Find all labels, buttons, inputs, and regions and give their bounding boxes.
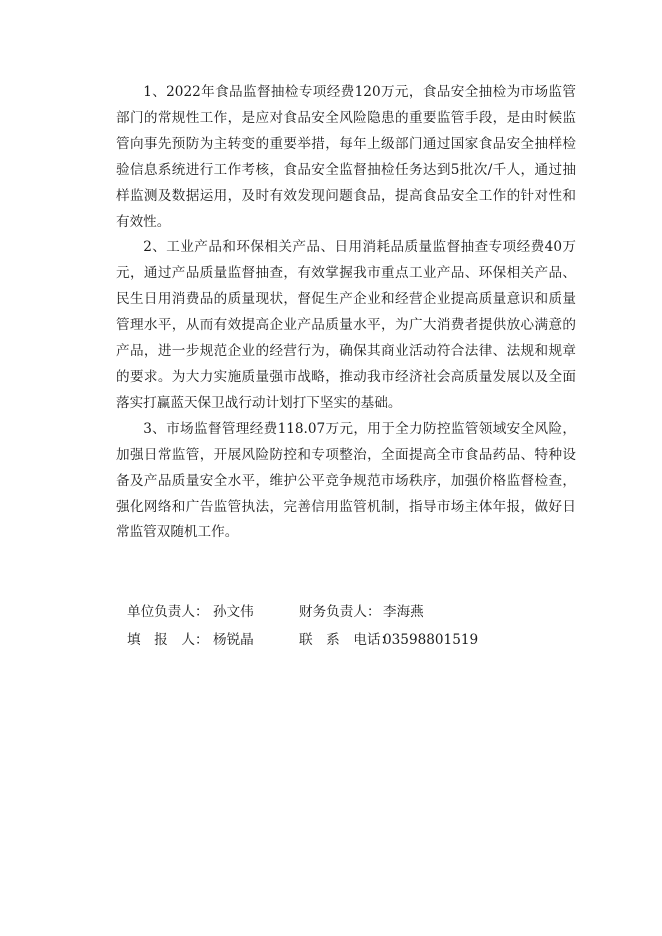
signature-block bbox=[127, 598, 547, 654]
unit-head-label: 单位负责人： bbox=[127, 604, 209, 620]
phone-value: 03598801519 bbox=[383, 632, 479, 648]
signature-row-contact bbox=[127, 626, 547, 654]
paragraph-product-quality: 2、工业产品和环保相关产品、日用消耗品质量监督抽查专项经费40万元，通过产品质量监督抽查，有效掌握我市重点工业产品、环保相关产品、民生日用消费品的质量现状，督促生产企业和经营企业提高质量意识和质量管理水平，从而有效提高企业产品质量水平，为广大消费者提供放心满意的产品，进一步规范企业的经营行为，确保其商业活动符合法律、法规和规章的要求。为大力实施质量强市战略，推动我市经济社会高质量发展以及全面落实打赢蓝天保卫战行动计划打下坚实的基础。 bbox=[116, 239, 576, 411]
document-body bbox=[116, 80, 576, 546]
filler-name: 杨锐晶 bbox=[213, 632, 254, 648]
finance-head-label: 财务负责人： bbox=[299, 604, 381, 620]
phone-label: 联 系 电话： bbox=[299, 632, 395, 648]
paragraph-market-supervision: 3、市场监督管理经费118.07万元，用于全力防控监管领域安全风险，加强日常监管，开展风险防控和专项整治，全面提高全市食品药品、特种设备及产品质量安全水平，维护公平竞争规范市场秩序，加强价格监督检查，强化网络和广告监管执法，完善信用监管机制，指导市场主体年报，做好日常监管双随机工作。 bbox=[116, 420, 576, 541]
unit-head-name: 孙文伟 bbox=[213, 604, 254, 620]
paragraph-food-inspection: 1、2022年食品监督抽检专项经费120万元，食品安全抽检为市场监管部门的常规性工作，是应对食品安全风险隐患的重要监管手段，是由时候监管向事先预防为主转变的重要举措，每年上级部门通过国家食品安全抽样检验信息系统进行工作考核，食品安全监督抽检任务达到5批次/千人，通过抽样监测及数据运用，及时有效发现问题食品，提高食品安全工作的针对性和有效性。 bbox=[116, 84, 576, 230]
filler-label: 填 报 人： bbox=[127, 632, 209, 648]
finance-head-name: 李海燕 bbox=[383, 604, 424, 620]
signature-row-heads bbox=[127, 598, 547, 626]
